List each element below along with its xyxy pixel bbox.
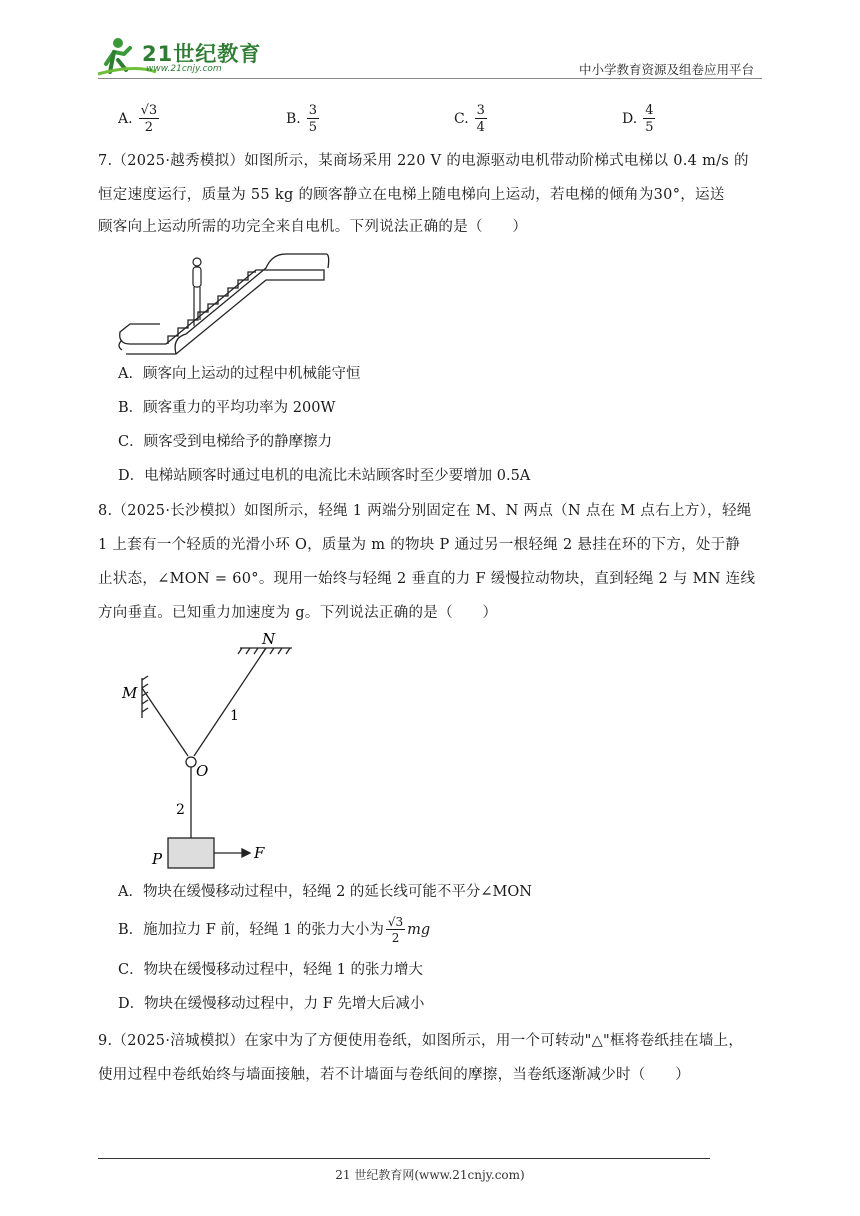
footer-divider bbox=[98, 1158, 710, 1159]
fraction bbox=[643, 104, 655, 134]
q9-stem-line1: 9.（2025·涪城模拟）在家中为了方便使用卷纸，如图所示，用一个可转动"△"框将卷纸挂在墙上， bbox=[98, 1033, 744, 1049]
numerator: 3 bbox=[476, 103, 485, 118]
q7-option-d: D．电梯站顾客时通过电机的电流比未站顾客时至少要增加 0.5A bbox=[118, 468, 531, 484]
label-n: N bbox=[262, 630, 276, 648]
label-f: F bbox=[254, 844, 265, 862]
denominator: 4 bbox=[476, 120, 485, 135]
logo-url: www.21cnjy.com bbox=[146, 64, 222, 74]
q6-options bbox=[118, 104, 678, 144]
q7-stem-line2: 恒定速度运行，质量为 55 kg 的顾客静立在电梯上随电梯向上运动，若电梯的倾角为30°，运送 bbox=[98, 187, 725, 203]
q7-option-c: C．顾客受到电梯给予的静摩擦力 bbox=[118, 434, 333, 450]
fraction bbox=[386, 916, 405, 944]
option-label: C. bbox=[454, 111, 469, 127]
q6-option-d bbox=[622, 104, 655, 134]
fraction bbox=[475, 104, 487, 134]
q6-option-a bbox=[118, 104, 159, 134]
label-rope2: 2 bbox=[176, 802, 185, 818]
rope-figure bbox=[116, 626, 316, 874]
rope-diagram bbox=[116, 626, 316, 874]
q7-option-a: A．顾客向上运动的过程中机械能守恒 bbox=[118, 366, 361, 382]
escalator-figure bbox=[116, 250, 332, 360]
option-label: A. bbox=[118, 111, 133, 127]
q8-stem-line2: 1 上套有一个轻质的光滑小环 O，质量为 m 的物块 P 通过另一根轻绳 2 悬挂在环的下方，处于静 bbox=[98, 537, 741, 553]
fraction bbox=[307, 104, 319, 134]
denominator: 5 bbox=[308, 120, 318, 135]
q6-option-b bbox=[286, 104, 319, 134]
escalator-diagram bbox=[116, 250, 332, 360]
option-b-text: B．施加拉力 F 前，轻绳 1 的张力大小为 bbox=[118, 922, 384, 938]
fraction bbox=[139, 104, 160, 134]
q7-stem-line1: 7.（2025·越秀模拟）如图所示，某商场采用 220 V 的电源驱动电机带动阶梯式电梯以 0.4 m/s 的 bbox=[98, 153, 749, 169]
header-divider bbox=[98, 78, 762, 79]
option-b-expression: mg bbox=[407, 922, 431, 938]
q6-option-c bbox=[454, 104, 487, 134]
label-m: M bbox=[122, 684, 138, 702]
label-rope1: 1 bbox=[230, 708, 239, 724]
q8-stem-line1: 8.（2025·长沙模拟）如图所示，轻绳 1 两端分别固定在 M、N 两点（N 点在 M 点右上方），轻绳 bbox=[98, 503, 752, 519]
q9-stem-line2: 使用过程中卷纸始终与墙面接触，若不计墙面与卷纸间的摩擦，当卷纸逐渐减少时（ ） bbox=[98, 1067, 690, 1083]
footer-text: 21 世纪教育网(www.21cnjy.com) bbox=[335, 1168, 525, 1182]
denominator: 5 bbox=[645, 120, 654, 135]
denominator: 2 bbox=[391, 931, 400, 945]
q7-option-b: B．顾客重力的平均功率为 200W bbox=[118, 400, 336, 416]
q8-stem-line3: 止状态，∠MON = 60°。现用一始终与轻绳 2 垂直的力 F 缓慢拉动物块，直到轻绳 2 与 MN 连线 bbox=[98, 571, 756, 587]
q8-option-b bbox=[118, 916, 430, 944]
numerator: √3 bbox=[140, 103, 158, 118]
option-label: D. bbox=[622, 111, 638, 127]
q8-option-a: A．物块在缓慢移动过程中，轻绳 2 的延长线可能不平分∠MON bbox=[118, 884, 532, 900]
numerator: 3 bbox=[308, 103, 318, 118]
q8-stem-line4: 方向垂直。已知重力加速度为 g。下列说法正确的是（ ） bbox=[98, 605, 498, 621]
label-p: P bbox=[152, 850, 163, 868]
logo-text: 21世纪教育 bbox=[142, 42, 262, 66]
label-o: O bbox=[196, 762, 209, 780]
site-logo bbox=[96, 34, 266, 78]
header-tagline: 中小学教育资源及组卷应用平台 bbox=[578, 62, 754, 77]
option-label: B. bbox=[286, 111, 301, 127]
numerator: √3 bbox=[387, 915, 404, 929]
q7-stem-line3: 顾客向上运动所需的功完全来自电机。下列说法正确的是（ ） bbox=[98, 219, 528, 235]
q8-option-c: C．物块在缓慢移动过程中，轻绳 1 的张力增大 bbox=[118, 962, 424, 978]
denominator: 2 bbox=[144, 120, 153, 135]
q8-option-d: D．物块在缓慢移动过程中，力 F 先增大后减小 bbox=[118, 996, 425, 1012]
numerator: 4 bbox=[645, 103, 654, 118]
